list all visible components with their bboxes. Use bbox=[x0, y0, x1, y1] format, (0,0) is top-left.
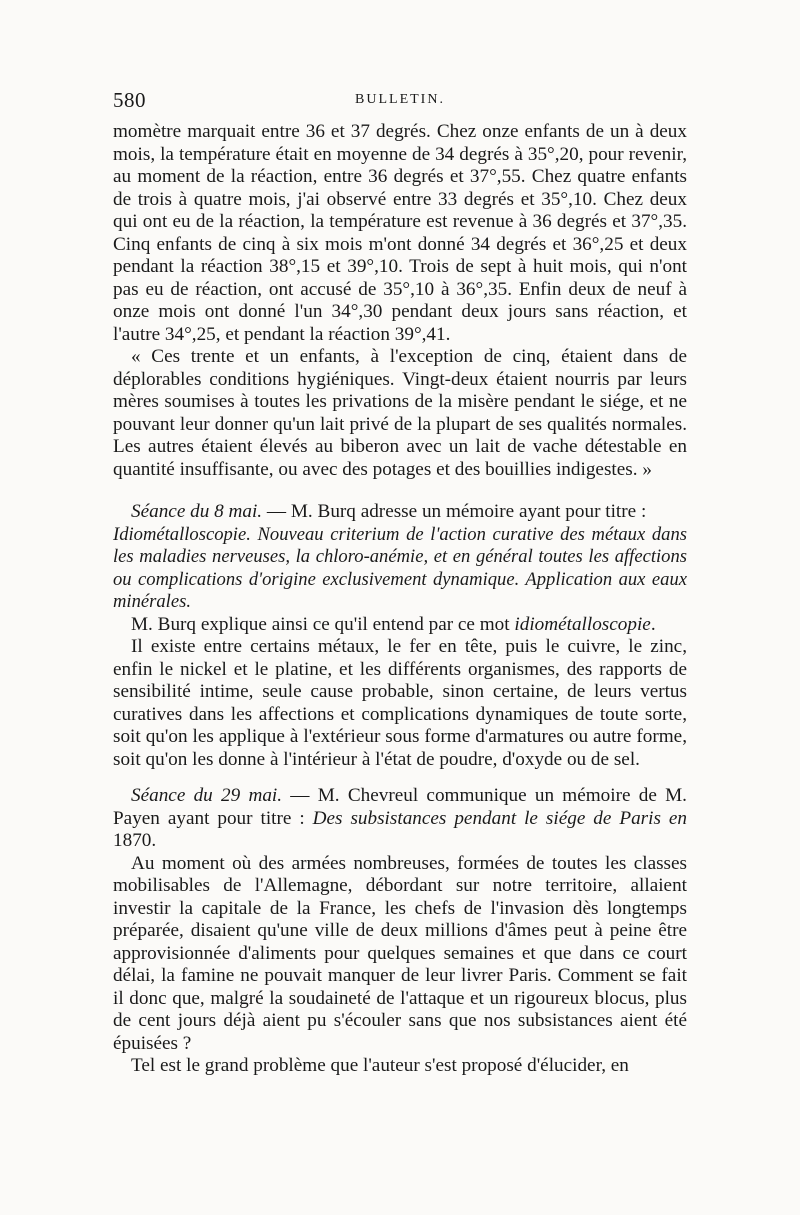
seance-29-mai-intro: — M. Chevreul communique un mémoire de M. Payen ayant pour titre : bbox=[113, 785, 687, 829]
memoire-payen-title: Des subsistances pendant le siége de Paris en bbox=[312, 807, 688, 829]
burq-explique-end: . bbox=[650, 613, 656, 635]
paragraph-hygiene-quote: « Ces trente et un enfants, à l'exception de cinq, étaient dans de déplorables conditions hygiéniques. Vingt-deux étaient nourris par leurs mères soumises à toutes les privations de la misère pendant le siége, et ne pouvant leur donner qu'un lait privé de la plupart de ses qualités normales. Les autres étaient élevés au biberon avec un lait de vache détestable en quantité insuffisante, ou avec des potages et des bouillies indigestes. » bbox=[113, 346, 687, 480]
paragraph-grand-probleme: Tel est le grand problème que l'auteur s'est proposé d'élucider, en bbox=[131, 1055, 629, 1076]
burq-explique-lead: M. Burq explique ainsi ce qu'il entend par ce mot bbox=[131, 613, 515, 635]
memoire-burq-title: Idiométalloscopie. Nouveau criterium de l'action curative des métaux dans les maladies nerveuses, la chloro-anémie, et en général toutes les affections ou complications d'origine exclusivement dynamique. Application aux eaux minérales. bbox=[113, 523, 687, 612]
seance-8-mai-date: Séance du 8 mai. bbox=[131, 501, 263, 522]
seance-29-mai-date: Séance du 29 mai. bbox=[131, 785, 283, 806]
paragraph-temperatures: momètre marquait entre 36 et 37 degrés. Chez onze enfants de un à deux mois, la température était en moyenne de 34 degrés à 35°,20, pour revenir, au moment de la réaction, entre 36 degrés et 37°,55. Chez quatre enfants de trois à quatre mois, j'ai observé entre 33 degrés et 35°,10. Chez deux qui ont eu de la réaction, la température est revenue à 36 degrés et 37°,35. Cinq enfants de cinq à six mois m'ont donné 34 degrés et 36°,25 et deux pendant la réaction 38°,15 et 39°,10. Trois de sept à huit mois, qui n'ont pas eu de réaction, ont accusé de 35°,10 à 36°,35. Enfin deux de neuf à onze mois ont donné l'un 34°,30 pendant deux jours sans réaction, et l'autre 34°,25, et pendant la réaction 39°,41. bbox=[113, 121, 687, 345]
term-idiometalloscopie: idiométalloscopie bbox=[514, 613, 651, 635]
body-text bbox=[113, 121, 687, 1078]
seance-29-mai-paragraph bbox=[113, 785, 687, 853]
page-header bbox=[113, 88, 687, 118]
paragraph-metaux-sensibilite: Il existe entre certains métaux, le fer en tête, puis le cuivre, le zinc, enfin le nickel et le platine, et les différents organismes, des rapports de sensibilité intime, seule cause probable, sinon certaine, de leurs vertus curatives dans les affections et complications dynamiques de toute sorte, soit qu'on les applique à l'extérieur sous forme d'armatures ou autre forme, soit qu'on les donne à l'intérieur à l'état de poudre, d'oxyde ou de sel. bbox=[113, 636, 687, 770]
page-number: 580 bbox=[113, 88, 146, 112]
seance-8-mai-intro: — M. Burq adresse un mémoire ayant pour titre : bbox=[262, 501, 647, 522]
running-head: BULLETIN. bbox=[355, 92, 445, 107]
paragraph-burq-explique bbox=[113, 614, 687, 637]
memoire-payen-year: 1870. bbox=[113, 830, 157, 851]
paragraph-siege-paris: Au moment où des armées nombreuses, formées de toutes les classes mobilisables de l'Allemagne, débordant sur notre territoire, allaient investir la capitale de la France, les chefs de l'invasion dès longtemps préparée, disaient qu'une ville de deux millions d'âmes peut à peine être approvisionnée d'aliments pour quelques semaines et que dans ce court délai, la famine ne pouvait manquer de leur livrer Paris. Comment se fait il donc que, malgré la soudaineté de l'attaque et un rigoureux blocus, plus de cent jours déjà aient pu s'écouler sans que nos subsistances aient été épuisées ? bbox=[113, 852, 687, 1054]
seance-8-mai-heading bbox=[113, 501, 687, 524]
